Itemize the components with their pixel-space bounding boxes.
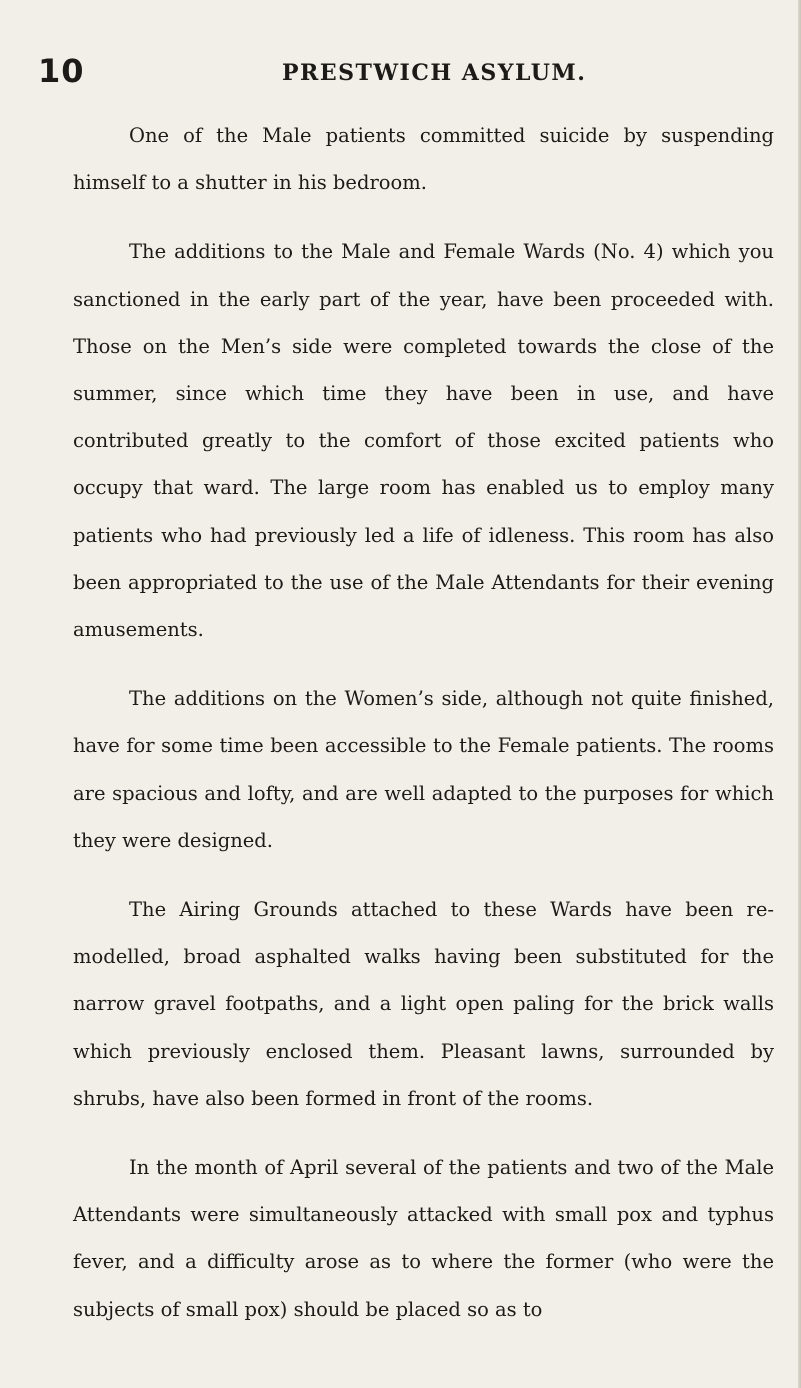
page-number: 10 — [38, 52, 85, 90]
paragraph-suicide: One of the Male patients committed suicide by suspending himself to a shutter in his bedroom. — [73, 124, 774, 195]
paragraph-airing-grounds: The Airing Grounds attached to these Wards have been re-modelled, broad asphalted walks having been substituted for the narrow gravel footpaths, and a light open paling for the brick walls which previously enclosed them. Pleasant lawns, surrounded by shrubs, have also been formed in front of the rooms. — [73, 898, 774, 1110]
page-header — [38, 52, 598, 92]
paragraph-small-pox: In the month of April several of the patients and two of the Male Attendants were simultaneously attacked with small pox and typhus fever, and a difficulty arose as to where the former (who were the subjects of small pox) should be placed so as to — [73, 1156, 774, 1321]
paragraph-womens-side: The additions on the Women’s side, although not quite finished, have for some time been accessible to the Female patients. The rooms are spacious and lofty, and are well adapted to the purposes for which they were designed. — [73, 687, 774, 852]
paragraph-ward-additions: The additions to the Male and Female Wards (No. 4) which you sanctioned in the early part of the year, have been proceeded with. Those on the Men’s side were completed towards the close of the summer, since which time they have been in use, and have contributed greatly to the comfort of those excited patients who occupy that ward. The large room has enabled us to employ many patients who had previously led a life of idleness. This room has also been appropriated to the use of the Male Attendants for their evening amusements. — [73, 240, 774, 642]
running-title: PRESTWICH ASYLUM. — [282, 60, 587, 86]
body-text — [73, 112, 774, 1333]
